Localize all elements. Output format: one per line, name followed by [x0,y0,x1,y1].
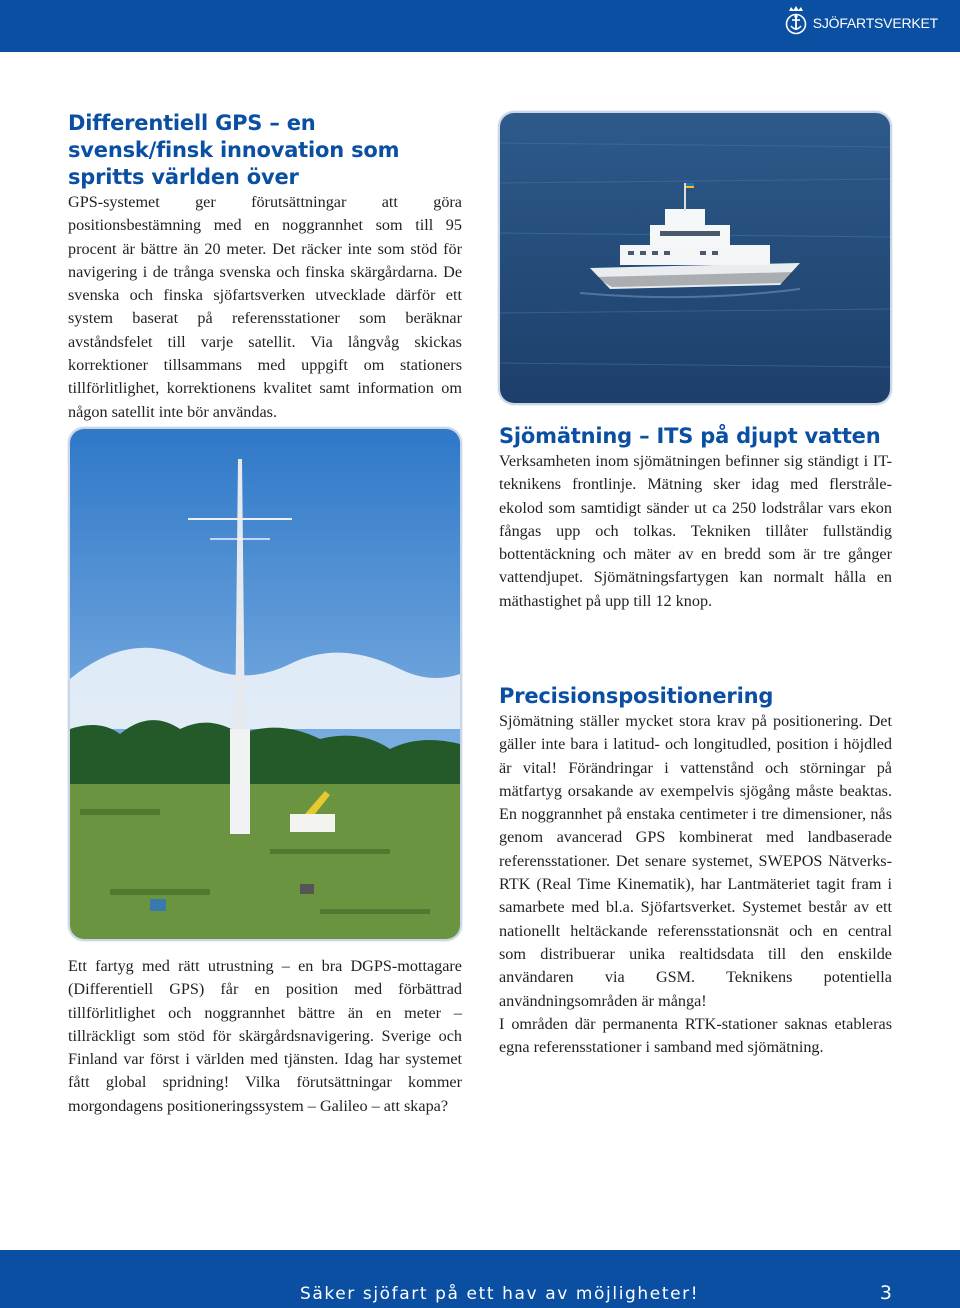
section-body-paragraph: Sjömätning ställer mycket stora krav på positionering. Det gäller inte bara i latitud- och longitudled, position i höjdled är vital! Förändringar i vattenstånd och störningar på mätfartyg orsakande av exempelvis sjögång måste beaktas. En noggrannhet på enstaka centimeter i tre dimensioner, nås genom avancerad GPS kombinerat med landbaserade referensstationer. Det senare systemet, SWEPOS Nätverks-RTK (Real Time Kinematik), har Lantmäteriet tagit fram i samarbete med bl.a. Sjöfartsverket. Systemet består av ett nationellt heltäckande referensstationsnät och en central som distribuerar unika realtidsdata till den enskilde användaren via GSM. Teknikens potentiella användningsområden är många! [499,712,892,1010]
section-dgps [68,110,462,424]
section-body-paragraph: I områden där permanenta RTK-stationer saknas etableras egna referensstationer i samband med sjömätning. [499,1014,892,1057]
brand-name: SJÖFARTSVERKET [812,15,938,31]
section-body: Verksamheten inom sjömätningen befinner sig ständigt i IT-teknikens frontlinje. Mätning sker idag med flerstråle-ekolod som samtidigt sänder ut ca 250 lodstrålar vars ekon fångas upp och tolkas. Tekniken tillåter fullständig bottentäckning och mäter av en bredd som är tre gånger vattendjupet. Sjömätningsfartygen kan normalt hålla en mäthastighet på upp till 12 knop. [499,452,892,610]
header-bar [0,0,960,52]
anchor-crown-icon [785,5,807,42]
caption-body: Ett fartyg med rätt utrustning – en bra DGPS-mottagare (Differentiell GPS) får en position med förbättrad tillförlitlighet och noggrannhet bättre än en meter – tillräckligt som stöd för skärgårdsnavigering. Sverige och Finland var först i världen med tjänsten. Idag har systemet fått global spridning! Vilka förutsättningar kommer morgondagens positioneringssystem – Galileo – att skapa? [68,957,462,1115]
section-body: GPS-systemet ger förutsättningar att göra positionsbestämning med en noggrannhet som till 95 procent är bättre än 20 meter. Det räcker inte som stöd för navigering i de trånga svenska och finska skärgårdarna. De svenska och finska sjöfartsverken utvecklade därför ett system baserat på referensstationer som beräknar avståndsfelet till varje satellit. Via långvåg skickas korrektioner tillsammans med uppgift om stationers tillförlitlighet, korrektionens kvalitet samt information om någon satellit inte bör användas. [68,193,462,421]
section-title: Sjömätning – ITS på djupt vatten [499,424,881,448]
section-title: Precisionspositionering [499,684,774,708]
page-number: 3 [879,1282,892,1304]
antenna-mast-photo [70,429,460,939]
footer-bar [0,1250,960,1308]
ship-photo [500,113,890,403]
section-sjomatning [499,423,892,613]
brand-logo[interactable] [785,6,938,40]
section-title: Differentiell GPS – en svensk/finsk innovation som spritts världen över [68,111,400,189]
footer-slogan: Säker sjöfart på ett hav av möjligheter! [300,1284,700,1304]
section-precision [499,683,892,1059]
section-caption [68,955,462,1118]
